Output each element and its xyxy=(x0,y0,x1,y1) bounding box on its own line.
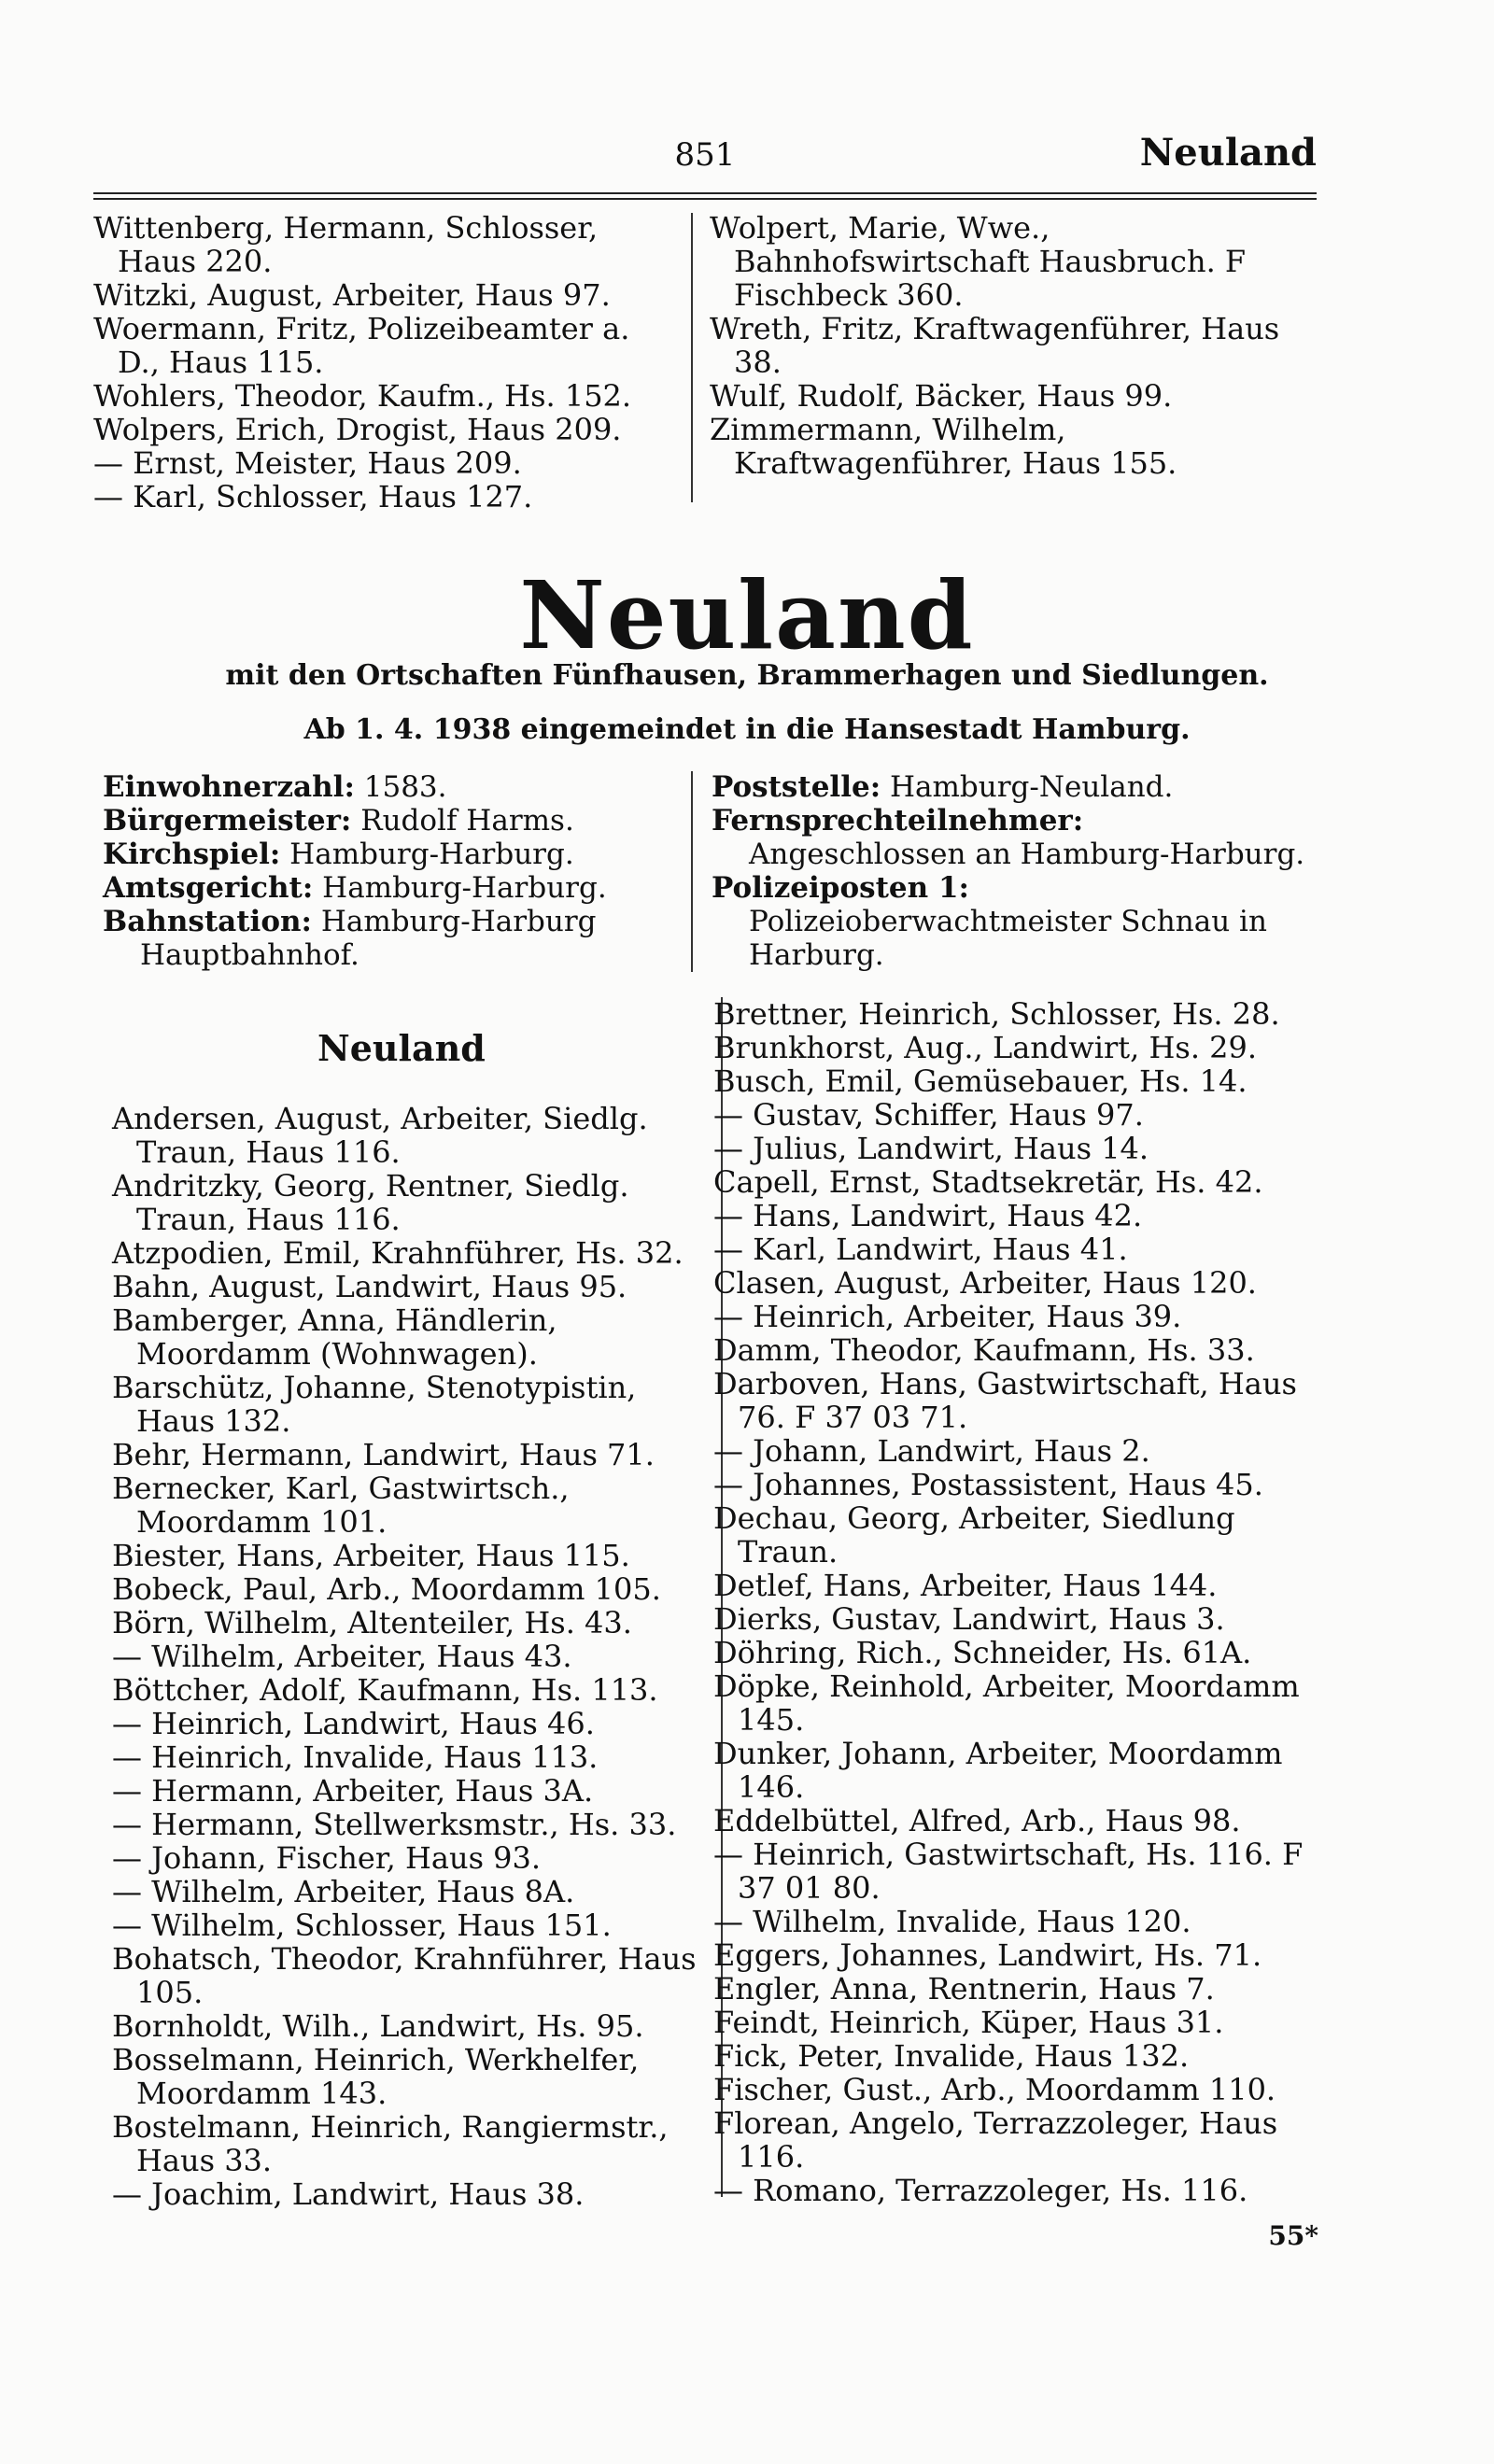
resident-list-right xyxy=(713,997,1330,2207)
page-number: 851 xyxy=(674,136,736,174)
resident-entry: Brettner, Heinrich, Schlosser, Hs. 28. xyxy=(713,996,1280,1032)
resident-entry: Biester, Hans, Arbeiter, Haus 115. xyxy=(112,1538,630,1573)
info-right xyxy=(712,770,1309,972)
resident-entry: Witzki, August, Arbeiter, Haus 97. xyxy=(93,277,611,313)
resident-entry: — Karl, Schlosser, Haus 127. xyxy=(93,479,533,514)
resident-entry: Wittenberg, Hermann, Schlosser, Haus 220. xyxy=(93,210,599,279)
resident-entry: Engler, Anna, Rentnerin, Haus 7. xyxy=(713,1971,1215,2006)
resident-entry: Woermann, Fritz, Polizeibeamter a. D., Haus 115. xyxy=(93,311,630,380)
resident-entry: Bahn, August, Landwirt, Haus 95. xyxy=(112,1269,627,1304)
resident-entry: Bosselmann, Heinrich, Werkhelfer, Moordamm 143. xyxy=(112,2042,640,2111)
section-heading: Neuland xyxy=(317,1027,486,1069)
resident-entry: Eggers, Johannes, Landwirt, Hs. 71. xyxy=(713,1937,1262,1973)
info-value: Hamburg-Harburg. xyxy=(313,871,607,905)
resident-entry: Bernecker, Karl, Gastwirtsch., Moordamm 101. xyxy=(112,1471,570,1540)
resident-entry: Bostelmann, Heinrich, Rangiermstr., Haus 33. xyxy=(112,2109,669,2178)
resident-entry: Eddelbüttel, Alfred, Arb., Haus 98. xyxy=(713,1803,1241,1838)
info-label: Kirchspiel: xyxy=(103,838,281,871)
resident-entry: Wolpert, Marie, Wwe., Bahnhofswirtschaft Hausbruch. F Fischbeck 360. xyxy=(710,210,1247,313)
resident-entry: — Julius, Landwirt, Haus 14. xyxy=(713,1131,1149,1166)
resident-entry: Fischer, Gust., Arb., Moordamm 110. xyxy=(713,2072,1276,2107)
info-value: Angeschlossen an Hamburg-Harburg. xyxy=(749,838,1305,871)
resident-entry: Andersen, August, Arbeiter, Siedlg. Traun, Haus 116. xyxy=(112,1101,648,1170)
resident-entry: Wreth, Fritz, Kraftwagenführer, Haus 38. xyxy=(710,311,1280,380)
info-value: Hamburg-Neuland. xyxy=(881,770,1174,804)
info-left xyxy=(103,770,682,972)
running-title: Neuland xyxy=(1139,131,1317,175)
resident-entry: Börn, Wilhelm, Altenteiler, Hs. 43. xyxy=(112,1605,632,1640)
resident-entry: — Hermann, Arbeiter, Haus 3A. xyxy=(112,1773,594,1809)
resident-entry: — Wilhelm, Arbeiter, Haus 8A. xyxy=(112,1874,575,1909)
place-title: Neuland xyxy=(519,560,975,670)
info-value: Rudolf Harms. xyxy=(351,804,574,838)
info-row xyxy=(103,770,682,804)
resident-entry: Darboven, Hans, Gastwirtschaft, Haus 76. F 37 03 71. xyxy=(713,1366,1297,1435)
info-row xyxy=(103,871,682,905)
resident-entry: Wulf, Rudolf, Bäcker, Haus 99. xyxy=(710,378,1173,414)
resident-entry: — Hans, Landwirt, Haus 42. xyxy=(713,1198,1143,1233)
info-row xyxy=(712,871,1309,972)
resident-entry: Clasen, August, Arbeiter, Haus 120. xyxy=(713,1265,1257,1301)
resident-entry: — Ernst, Meister, Haus 209. xyxy=(93,445,522,481)
info-row xyxy=(712,770,1309,804)
info-label: Amtsgericht: xyxy=(103,871,314,905)
info-value: Hamburg-Harburg Hauptbahnhof. xyxy=(140,905,597,972)
info-divider xyxy=(691,771,693,972)
resident-entry: Zimmermann, Wilhelm, Kraftwagenführer, Haus 155. xyxy=(710,412,1177,481)
resident-entry: Atzpodien, Emil, Krahnführer, Hs. 32. xyxy=(112,1235,684,1271)
info-label: Poststelle: xyxy=(712,770,881,804)
info-row xyxy=(103,838,682,871)
resident-entry: — Heinrich, Invalide, Haus 113. xyxy=(112,1739,599,1775)
info-row xyxy=(103,804,682,838)
resident-entry: Bobeck, Paul, Arb., Moordamm 105. xyxy=(112,1571,661,1607)
resident-entry: Fick, Peter, Invalide, Haus 132. xyxy=(713,2038,1190,2074)
info-value: Polizeioberwachtmeister Schnau in Harburg. xyxy=(749,905,1267,972)
resident-entry: — Heinrich, Arbeiter, Haus 39. xyxy=(713,1299,1182,1334)
resident-entry: Detlef, Hans, Arbeiter, Haus 144. xyxy=(713,1568,1218,1603)
resident-entry: Böttcher, Adolf, Kaufmann, Hs. 113. xyxy=(112,1672,658,1708)
info-row xyxy=(103,905,682,972)
resident-entry: Andritzky, Georg, Rentner, Siedlg. Traun, Haus 116. xyxy=(112,1168,629,1237)
incorporation-note: Ab 1. 4. 1938 eingemeindet in die Hansestadt Hamburg. xyxy=(303,713,1191,746)
info-label: Einwohnerzahl: xyxy=(103,770,355,804)
resident-entry: Barschütz, Johanne, Stenotypistin, Haus 132. xyxy=(112,1370,637,1439)
place-subtitle: mit den Ortschaften Fünfhausen, Brammerhagen und Siedlungen. xyxy=(225,659,1269,692)
resident-entry: — Heinrich, Landwirt, Haus 46. xyxy=(112,1706,595,1741)
info-label: Fernsprechteilnehmer: xyxy=(712,804,1084,838)
info-value: Hamburg-Harburg. xyxy=(280,838,574,871)
header-rule-bottom xyxy=(93,198,1317,200)
resident-entry: Florean, Angelo, Terrazzoleger, Haus 116. xyxy=(713,2105,1278,2175)
resident-entry: Damm, Theodor, Kaufmann, Hs. 33. xyxy=(713,1332,1255,1368)
resident-entry: — Joachim, Landwirt, Haus 38. xyxy=(112,2176,585,2212)
resident-entry: — Heinrich, Gastwirtschaft, Hs. 116. F 37 01 80. xyxy=(713,1837,1304,1906)
resident-entry: — Wilhelm, Invalide, Haus 120. xyxy=(713,1904,1191,1939)
resident-entry: Wolpers, Erich, Drogist, Haus 209. xyxy=(93,412,622,447)
resident-entry: Capell, Ernst, Stadtsekretär, Hs. 42. xyxy=(713,1164,1263,1200)
resident-entry: — Karl, Landwirt, Haus 41. xyxy=(713,1232,1128,1267)
resident-entry: Döpke, Reinhold, Arbeiter, Moordamm 145. xyxy=(713,1668,1300,1738)
resident-entry: Bamberger, Anna, Händlerin, Moordamm (Wohnwagen). xyxy=(112,1302,557,1372)
top-left-column xyxy=(93,211,672,514)
info-row xyxy=(712,804,1309,871)
resident-entry: Behr, Hermann, Landwirt, Haus 71. xyxy=(112,1437,655,1472)
resident-entry: — Wilhelm, Schlosser, Haus 151. xyxy=(112,1908,612,1943)
info-label: Polizeiposten 1: xyxy=(712,871,970,905)
resident-entry: — Romano, Terrazzoleger, Hs. 116. xyxy=(713,2173,1248,2208)
resident-entry: Dierks, Gustav, Landwirt, Haus 3. xyxy=(713,1601,1225,1637)
resident-entry: — Hermann, Stellwerksmstr., Hs. 33. xyxy=(112,1807,677,1842)
top-column-divider xyxy=(691,213,693,502)
top-right-column xyxy=(710,211,1307,480)
resident-entry: Döhring, Rich., Schneider, Hs. 61A. xyxy=(713,1635,1252,1670)
resident-entry: — Wilhelm, Arbeiter, Haus 43. xyxy=(112,1639,572,1674)
info-value: 1583. xyxy=(354,770,447,804)
resident-entry: — Johann, Landwirt, Haus 2. xyxy=(713,1433,1150,1469)
resident-list-left xyxy=(112,1102,710,2211)
resident-entry: Feindt, Heinrich, Küper, Haus 31. xyxy=(713,2005,1224,2040)
resident-entry: — Gustav, Schiffer, Haus 97. xyxy=(713,1097,1144,1133)
resident-entry: Wohlers, Theodor, Kaufm., Hs. 152. xyxy=(93,378,632,414)
info-label: Bahnstation: xyxy=(103,905,312,938)
resident-entry: Dechau, Georg, Arbeiter, Siedlung Traun. xyxy=(713,1500,1235,1570)
resident-entry: Bornholdt, Wilh., Landwirt, Hs. 95. xyxy=(112,2008,644,2044)
header-rule-top xyxy=(93,192,1317,194)
resident-entry: Dunker, Johann, Arbeiter, Moordamm 146. xyxy=(713,1736,1283,1805)
sheet-signature: 55* xyxy=(1268,2220,1318,2251)
resident-entry: — Johannes, Postassistent, Haus 45. xyxy=(713,1467,1263,1502)
resident-entry: — Johann, Fischer, Haus 93. xyxy=(112,1840,542,1876)
info-label: Bürgermeister: xyxy=(103,804,352,838)
resident-entry: Busch, Emil, Gemüsebauer, Hs. 14. xyxy=(713,1063,1247,1099)
resident-entry: Brunkhorst, Aug., Landwirt, Hs. 29. xyxy=(713,1030,1258,1065)
running-head xyxy=(93,131,1317,177)
resident-entry: Bohatsch, Theodor, Krahnführer, Haus 105. xyxy=(112,1941,697,2010)
